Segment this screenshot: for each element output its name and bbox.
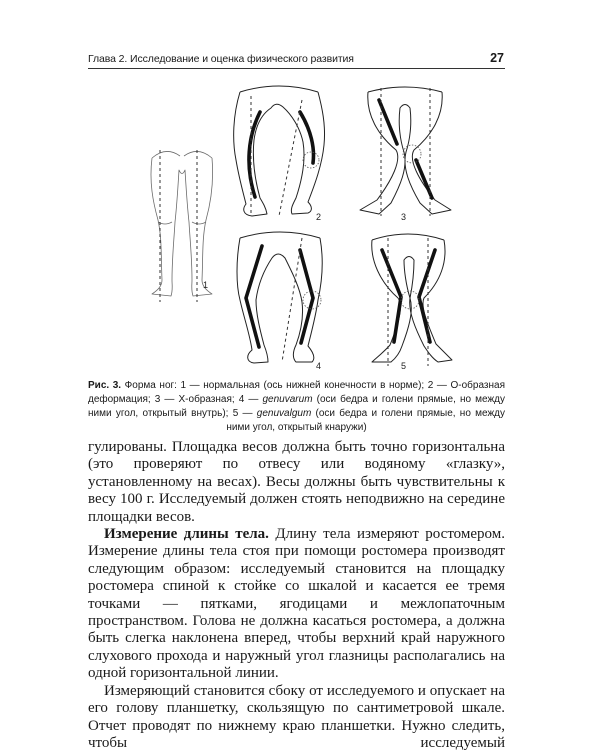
limb-axis-line [279, 100, 302, 216]
leg-figure-1 [151, 150, 213, 302]
caption-text: (оси бедра и голени прямые, но между ними угол, открытый внутрь); 5 — [88, 394, 505, 419]
caption-term-genuvalgum: genuvalgum [256, 408, 312, 419]
body-text [88, 439, 505, 752]
figure-label-3: 3 [401, 212, 407, 222]
figure-label-5: 5 [401, 361, 407, 371]
paragraph-measurement: Измеряющий становится сбоку от исследуемого и опускает на его голову планшетку, скользящую по сантиметровой шкале. Отчет проводят по нижнему краю планшетки. Нужно следить, чтобы исследуемый [88, 682, 505, 751]
caption-term-genuvarum: genuvarum [262, 394, 313, 405]
caption-text: (оси бедра и голени прямые, но между ними угол, открытый кнаружи) [226, 408, 505, 433]
hips-outline [152, 151, 212, 158]
paragraph-body-length [88, 526, 505, 683]
legs-outline [360, 92, 451, 214]
leg-figure-3 [360, 87, 451, 222]
bone-axis-stroke [419, 250, 435, 342]
knee-creases [158, 222, 206, 224]
caption-text: Форма ног: 1 — нормальная (ось нижней конечности в норме); 2 — О-образная деформация; 3 — Х-образная; 4 — [88, 380, 505, 405]
leg-figure-2 [234, 86, 325, 222]
leg-figure-5 [372, 234, 452, 371]
limb-axis-line [282, 238, 302, 362]
bone-axis-stroke [382, 250, 401, 342]
section-lead-heading: Измерение длины тела. [104, 526, 269, 543]
legs-outline [237, 238, 322, 363]
hips-outline [368, 87, 442, 92]
chapter-header-title: Глава 2. Исследование и оценка физического развития [88, 53, 354, 65]
leg-figure-4 [237, 232, 322, 371]
bone-axis-stroke [300, 250, 313, 343]
figure-label-1: 1 [203, 280, 209, 290]
page-number: 27 [490, 51, 504, 65]
legs-outline [151, 158, 213, 296]
hips-outline [240, 232, 320, 238]
figure-caption [88, 379, 505, 435]
bone-axis-stroke [379, 100, 397, 144]
paragraph-continuation: гулированы. Площадка весов должна быть точно горизонтальна (это проверяют по отвесу или водяному «глазку», установленному на весах). Весы должны быть чувствительны к весу 100 г. Исследуемый должен стоять неподвижно на середине площадки весов. [88, 439, 505, 525]
figure-reference: Рис. 3. [88, 380, 122, 391]
paragraph-text: Длину тела измеряют ростомером. Измерение длины тела стоя при помощи ростомера производят следующим образом: исследуемый становится на площадку ростомера спиной к стойке со шкалой и касается ее тремя точками — пятками, ягодицами и межлопаточным пространством. Голова не должна касаться ростомера, а должна быть слегка наклонена вперед, чтобы верхний край наружного слухового прохода и наружный угол глазницы располагались на одной горизонтальной линии. [88, 526, 505, 682]
figure-label-4: 4 [316, 361, 322, 371]
hips-outline [372, 234, 444, 240]
knee-marker [303, 152, 319, 168]
figure-label-2: 2 [316, 212, 322, 222]
hips-outline [240, 86, 318, 92]
legs-outline [234, 92, 325, 216]
